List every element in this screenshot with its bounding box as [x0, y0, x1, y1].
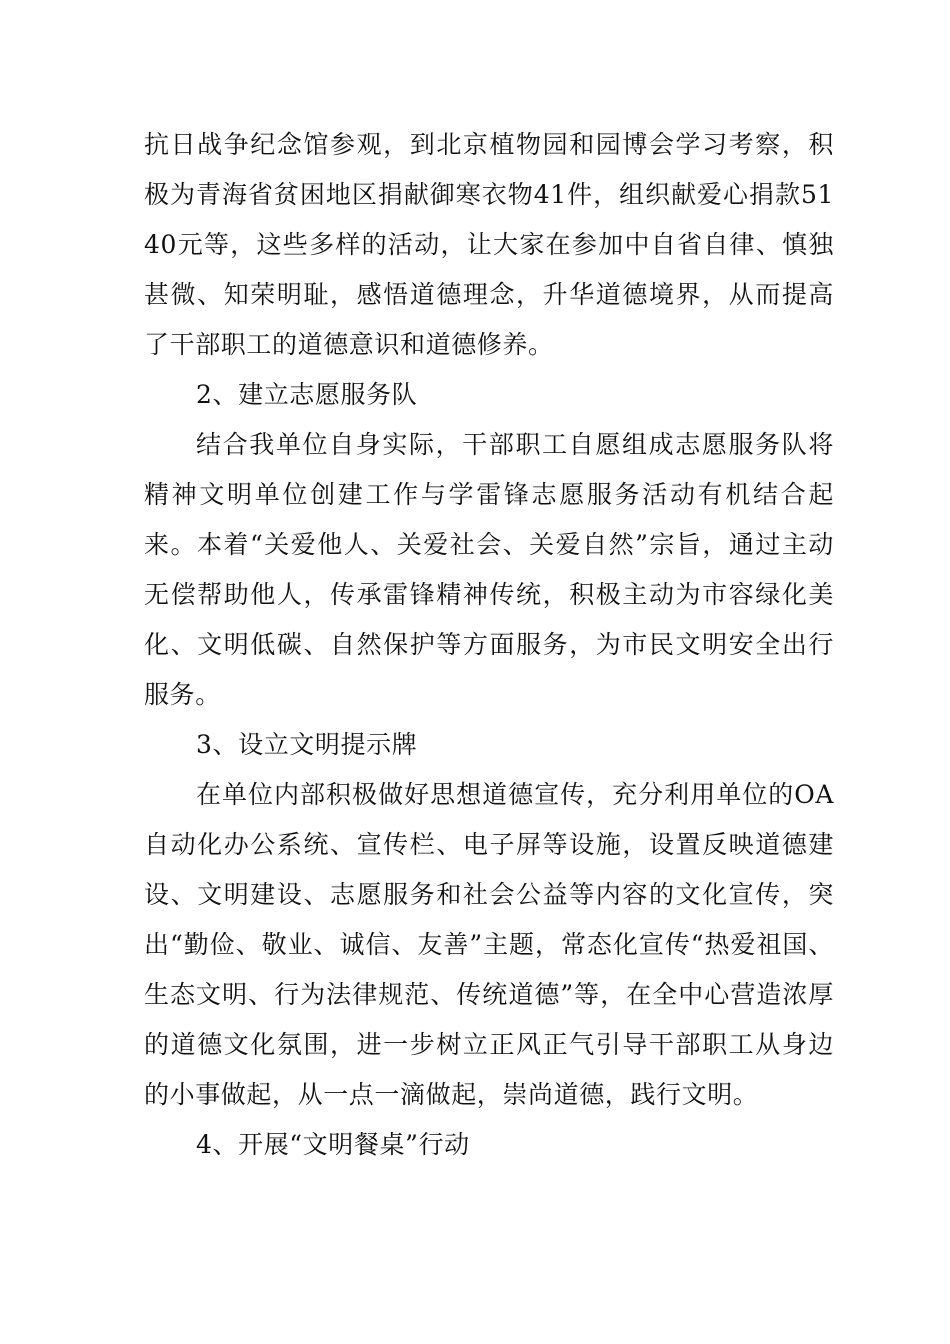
section-heading-civility-signs: 3、设立文明提示牌 [196, 730, 418, 759]
section-heading-civilized-dining: 4、开展“文明餐桌”行动 [196, 1130, 470, 1159]
document-body [144, 120, 834, 1170]
section-heading-volunteer-team: 2、建立志愿服务队 [196, 380, 418, 409]
paragraph-volunteer-team: 结合我单位自身实际，干部职工自愿组成志愿服务队将精神文明单位创建工作与学雷锋志愿服务活动有机结合起来。本着“关爱他人、关爱社会、关爱自然”宗旨，通过主动无偿帮助他人，传承雷锋精神传统，积极主动为市容绿化美化、文明低碳、自然保护等方面服务，为市民文明安全出行服务。 [144, 430, 834, 709]
paragraph-civility-signs: 在单位内部积极做好思想道德宣传，充分利用单位的OA自动化办公系统、宣传栏、电子屏等设施，设置反映道德建设、文明建设、志愿服务和社会公益等内容的文化宣传，突出“勤俭、敬业、诚信、友善”主题，常态化宣传“热爱祖国、生态文明、行为法律规范、传统道德”等，在全中心营造浓厚的道德文化氛围，进一步树立正风正气引导干部职工从身边的小事做起，从一点一滴做起，崇尚道德，践行文明。 [144, 780, 834, 1109]
paragraph-continued: 抗日战争纪念馆参观，到北京植物园和园博会学习考察，积极为青海省贫困地区捐献御寒衣物41件，组织献爱心捐款5140元等，这些多样的活动，让大家在参加中自省自律、慎独甚微、知荣明耻，感悟道德理念，升华道德境界，从而提高了干部职工的道德意识和道德修养。 [144, 130, 834, 359]
